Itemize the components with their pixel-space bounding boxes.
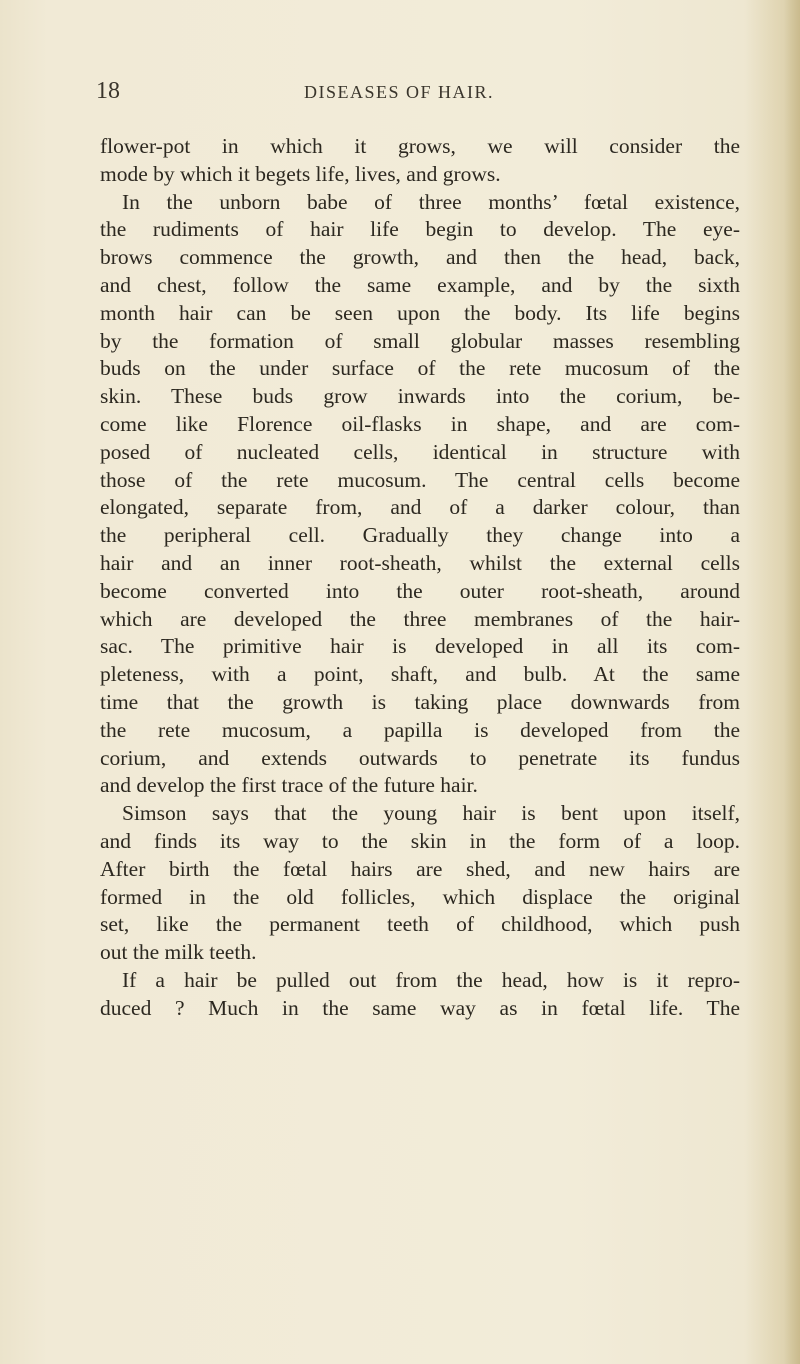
text-line: become converted into the outer root-sheath, around	[100, 578, 740, 603]
text-line: the rudiments of hair life begin to develop. The eye-	[100, 217, 740, 242]
text-line: month hair can be seen upon the body. Its life begins	[100, 300, 740, 325]
text-line: pleteness, with a point, shaft, and bulb. At the same	[100, 662, 740, 687]
page-header	[96, 78, 736, 108]
text-line: skin. These buds grow inwards into the corium, be-	[100, 384, 740, 409]
text-line: and finds its way to the skin in the form of a loop.	[100, 828, 740, 853]
text-line: If a hair be pulled out from the head, how is it repro-	[122, 967, 740, 992]
text-line: set, like the permanent teeth of childhood, which push	[100, 912, 740, 937]
text-line: posed of nucleated cells, identical in structure with	[100, 439, 740, 464]
text-line: mode by which it begets life, lives, and grows.	[100, 161, 501, 186]
text-line: In the unborn babe of three months’ fœtal existence,	[122, 189, 740, 214]
text-line: and chest, follow the same example, and by the sixth	[100, 272, 740, 297]
text-line: by the formation of small globular masses resembling	[100, 328, 740, 353]
text-line: time that the growth is taking place downwards from	[100, 689, 740, 714]
body-text	[100, 133, 740, 1023]
text-line: the peripheral cell. Gradually they change into a	[100, 523, 740, 548]
text-line: brows commence the growth, and then the head, back,	[100, 245, 740, 270]
text-line: those of the rete mucosum. The central cells become	[100, 467, 740, 492]
text-line: flower-pot in which it grows, we will consider the	[100, 134, 740, 158]
page-number: 18	[96, 78, 120, 104]
text-line: and develop the first trace of the future hair.	[100, 773, 478, 798]
text-line: formed in the old follicles, which displace the original	[100, 884, 740, 909]
text-line: corium, and extends outwards to penetrate its fundus	[100, 745, 740, 770]
text-line: After birth the fœtal hairs are shed, and new hairs are	[100, 856, 740, 881]
text-line: Simson says that the young hair is bent upon itself,	[122, 801, 740, 826]
text-line: which are developed the three membranes of the hair-	[100, 606, 740, 631]
text-line: hair and an inner root-sheath, whilst the external cells	[100, 550, 740, 575]
text-line: out the milk teeth.	[100, 940, 257, 965]
page-edge-shadow	[784, 0, 800, 1364]
text-line: elongated, separate from, and of a darker colour, than	[100, 495, 740, 520]
text-line: duced ? Much in the same way as in fœtal life. The	[100, 995, 740, 1020]
running-title: DISEASES OF HAIR.	[304, 82, 495, 102]
text-line: the rete mucosum, a papilla is developed from the	[100, 717, 740, 742]
text-line: come like Florence oil-flasks in shape, and are com-	[100, 411, 740, 436]
text-line: buds on the under surface of the rete mucosum of the	[100, 356, 740, 381]
text-line: sac. The primitive hair is developed in all its com-	[100, 634, 740, 659]
